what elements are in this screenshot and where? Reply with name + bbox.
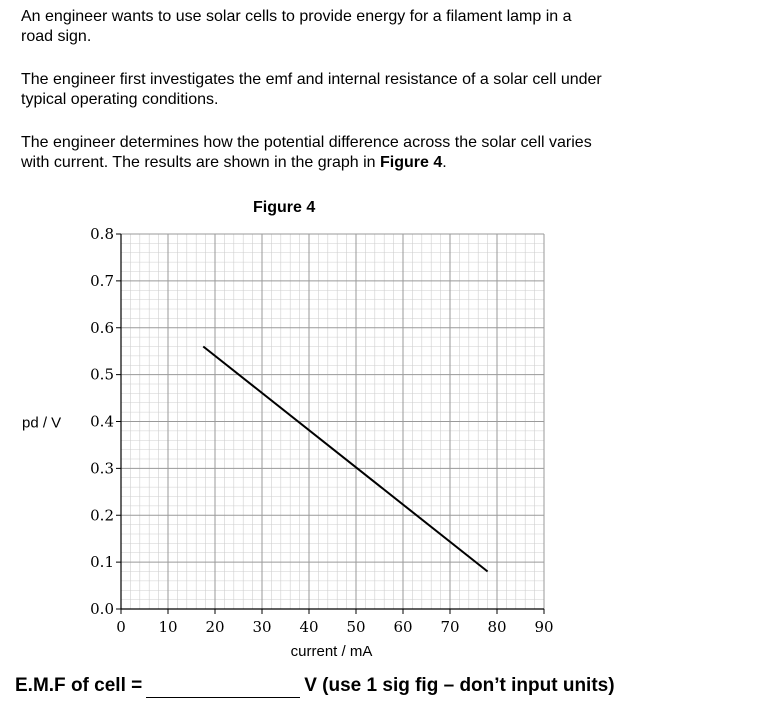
unit-instructions: V (use 1 sig fig – don’t input units)	[304, 674, 615, 696]
paragraph-2-line-1: The engineer first investigates the emf and internal resistance of a solar cell under	[21, 71, 602, 88]
paragraph-2-line-2: typical operating conditions.	[21, 91, 219, 108]
y-tick-label: 0.8	[90, 225, 114, 243]
answer-row	[15, 673, 615, 698]
x-axis-label: current / mA	[290, 643, 373, 660]
x-tick-label: 90	[534, 618, 554, 636]
paragraph-3-text: with current. The results are shown in the graph in	[21, 154, 380, 171]
x-tick-label: 50	[346, 618, 366, 636]
paragraph-3-end: .	[442, 154, 447, 171]
x-tick-label: 60	[393, 618, 413, 636]
y-tick-label: 0.0	[90, 600, 114, 618]
x-tick-label: 0	[116, 618, 126, 636]
paragraph-1-line-2: road sign.	[21, 28, 92, 45]
x-tick-label: 20	[205, 618, 225, 636]
y-tick-label: 0.1	[90, 553, 114, 572]
tick-labels	[90, 225, 553, 636]
x-tick-label: 30	[252, 618, 272, 636]
emf-label: E.M.F of cell =	[15, 674, 143, 696]
emf-answer-input[interactable]	[146, 673, 300, 698]
y-tick-label: 0.7	[90, 271, 114, 290]
paragraph-1-line-1: An engineer wants to use solar cells to provide energy for a filament lamp in a	[21, 8, 572, 25]
y-tick-label: 0.6	[90, 318, 114, 337]
y-tick-label: 0.5	[90, 365, 114, 384]
y-tick-label: 0.4	[90, 412, 114, 431]
x-tick-label: 40	[299, 618, 319, 636]
paragraph-3-line-1: The engineer determines how the potential difference across the solar cell varies	[21, 134, 592, 151]
y-tick-label: 0.2	[90, 506, 114, 525]
x-tick-label: 70	[440, 618, 460, 636]
x-tick-label: 10	[158, 618, 178, 636]
tick-marks	[116, 234, 544, 614]
x-tick-label: 80	[487, 618, 507, 636]
figure-reference: Figure 4	[380, 154, 443, 171]
y-tick-label: 0.3	[90, 459, 114, 478]
figure-title: Figure 4	[253, 199, 316, 216]
y-axis-label: pd / V	[22, 414, 62, 432]
